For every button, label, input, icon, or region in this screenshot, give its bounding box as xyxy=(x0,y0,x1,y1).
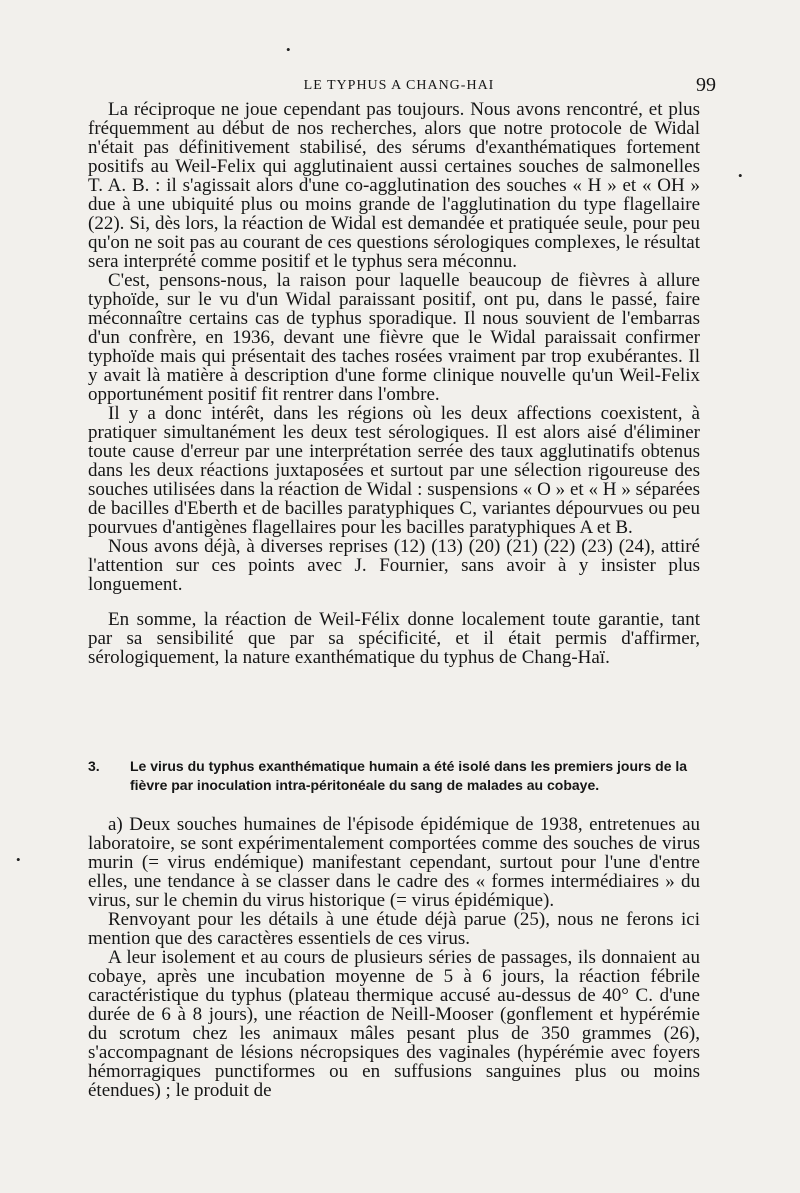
paragraph: Renvoyant pour les détails à une étude déjà parue (25), nous ne ferons ici mention que des caractères essentiels de ces virus. xyxy=(88,909,700,949)
running-title: LE TYPHUS A CHANG-HAI xyxy=(303,78,495,93)
section-number: 3. xyxy=(88,758,100,774)
page-number: 99 xyxy=(696,74,716,96)
paragraph: C'est, pensons-nous, la raison pour laquelle beaucoup de fièvres à allure typhoïde, sur le vu d'un Widal paraissant positif, ont pu, dans le passé, faire méconnaître certains cas de typhus sporadique. Il nous souvient de l'embarras d'un confrère, en 1936, devant une fièvre que le Widal paraissait confirmer typhoïde mais qui présentait des taches rosées vraiment par trop exubérantes. Il y avait là matière à description d'une forme clinique nouvelle qu'un Weil-Felix opportunément positif fit rentrer dans l'ombre. xyxy=(88,270,700,405)
paragraph: Nous avons déjà, à diverses reprises (12) (13) (20) (21) (22) (23) (24), attiré l'attention sur ces points avec J. Fournier, sans avoir à y insister plus longuement. xyxy=(88,536,700,595)
margin-dot: • xyxy=(16,852,21,867)
paragraph: a) Deux souches humaines de l'épisode épidémique de 1938, entretenues au laboratoire, se sont expérimentalement comportées comme des souches de virus murin (= virus endémique) manifestant cependant, surtout pour l'une d'entre elles, une tendance à se classer dans le cadre des « formes intermédiaires » du virus, sur le chemin du virus historique (= virus épidémique). xyxy=(88,814,700,911)
paragraph: Il y a donc intérêt, dans les régions où les deux affections coexistent, à pratiquer simultanément les deux test sérologiques. Il est alors aisé d'éliminer toute cause d'erreur par une interprétation serrée des taux agglutinatifs obtenus dans les deux réactions juxtaposées et surtout par une sélection rigoureuse des souches utilisées dans la réaction de Widal : suspensions « O » et « H » séparées de bacilles d'Eberth et de bacilles paratyphiques C, variantes dépourvues ou peu pourvues d'antigènes flagellaires pour les bacilles paratyphiques A et B. xyxy=(88,403,700,538)
section-title: Le virus du typhus exanthématique humain a été isolé dans les premiers jours de la fièvre par inoculation intra-péritonéale du sang de malades au cobaye. xyxy=(130,758,688,793)
section-heading xyxy=(88,757,700,795)
page-header xyxy=(88,74,716,98)
margin-dot: • xyxy=(738,168,743,183)
paragraph: A leur isolement et au cours de plusieurs séries de passages, ils donnaient au cobaye, après une incubation moyenne de 5 à 6 jours, la réaction fébrile caractéristique du typhus (plateau thermique accusé au-dessus de 40° C. d'une durée de 6 à 8 jours), une réaction de Neill-Mooser (gonflement et hypérémie du scrotum chez les animaux mâles pesant plus de 350 grammes (26), s'accompagnant de lésions nécropsiques des vaginales (hypérémie avec foyers hémorragiques punctiformes ou en suffusions sanguines plus ou moins étendues) ; le produit de xyxy=(88,947,700,1101)
paragraph: En somme, la réaction de Weil-Félix donne localement toute garantie, tant par sa sensibilité que par sa spécificité, et il était permis d'affirmer, sérologiquement, la nature exanthématique du typhus de Chang-Haï. xyxy=(88,609,700,668)
page-body xyxy=(88,100,700,1100)
speck-mark: • xyxy=(286,42,291,57)
paragraph: La réciproque ne joue cependant pas toujours. Nous avons rencontré, et plus fréquemment au début de nos recherches, alors que notre protocole de Widal n'était pas définitivement stabilisé, des sérums d'exanthématiques fortement positifs au Weil-Felix qui agglutinaient aussi certaines souches de salmonelles T. A. B. : il s'agissait alors d'une co-agglutination des souches « H » et « OH » due à une ubiquité plus ou moins grande de l'agglutination du type flagellaire (22). Si, dès lors, la réaction de Widal est demandée et pratiquée seule, pour peu qu'on ne soit pas au courant de ces questions sérologiques complexes, le résultat sera interprété comme positif et le typhus sera méconnu. xyxy=(88,99,700,272)
